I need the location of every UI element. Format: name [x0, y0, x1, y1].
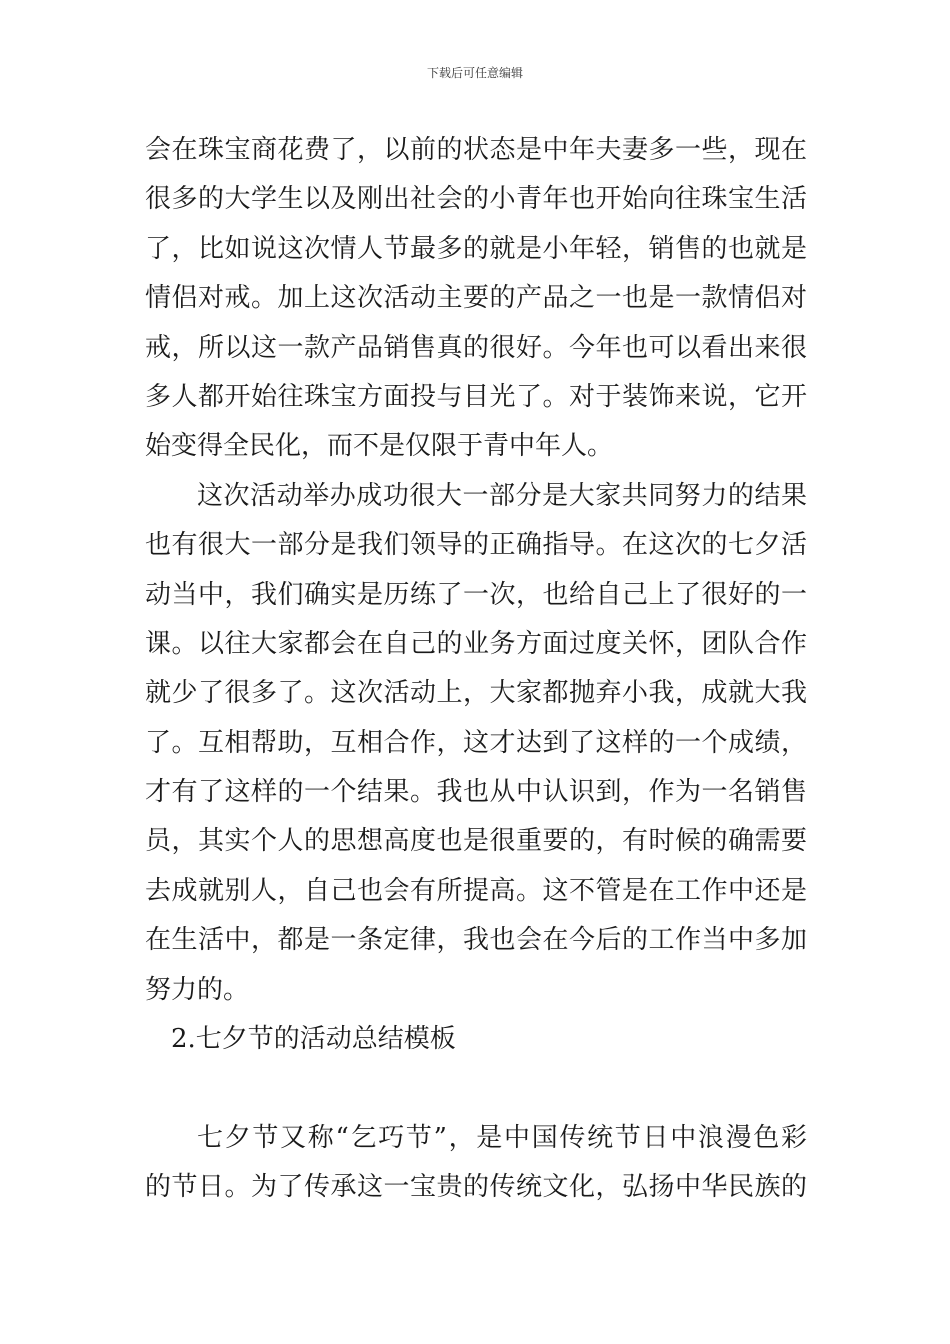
paragraph-2: [145, 472, 807, 1015]
text-line: 动当中，我们确实是历练了一次，也给自己上了很好的一: [145, 579, 807, 610]
text-line: 就少了很多了。这次活动上，大家都抛弃小我，成就大我: [145, 678, 807, 709]
paragraph-1: [145, 126, 807, 472]
text-line: 戒，所以这一款产品销售真的很好。今年也可以看出来很: [145, 332, 807, 363]
text-line: 这次活动举办成功很大一部分是大家共同努力的结果: [197, 480, 807, 511]
text-line: 也有很大一部分是我们领导的正确指导。在这次的七夕活: [145, 530, 807, 561]
text-line: 才有了这样的一个结果。我也从中认识到，作为一名销售: [145, 777, 807, 808]
text-line: 始变得全民化，而不是仅限于青中年人。: [145, 431, 614, 462]
text-line: 会在珠宝商花费了，以前的状态是中年夫妻多一些，现在: [145, 135, 807, 165]
page-header: 下载后可任意编辑: [426, 66, 523, 80]
text-line: 了。互相帮助，互相合作，这才达到了这样的一个成绩，: [145, 727, 807, 758]
text-line: 课。以往大家都会在自己的业务方面过度关怀，团队合作: [145, 628, 807, 659]
section-heading: 2.七夕节的活动总结模板: [171, 1024, 456, 1055]
blank-line: [145, 1064, 807, 1113]
text-line: 多人都开始往珠宝方面投与目光了。对于装饰来说，它开: [145, 381, 807, 412]
text-line: 七夕节又称“乞巧节”，是中国传统节日中浪漫色彩: [197, 1122, 807, 1153]
text-line: 在生活中，都是一条定律，我也会在今后的工作当中多加: [145, 925, 807, 956]
document-body: [145, 126, 807, 1213]
text-line: 了，比如说这次情人节最多的就是小年轻，销售的也就是: [145, 233, 807, 264]
text-line: 员，其实个人的思想高度也是很重要的，有时候的确需要: [145, 826, 807, 857]
text-line: 很多的大学生以及刚出社会的小青年也开始向往珠宝生活: [145, 184, 807, 215]
text-line: 去成就别人，自己也会有所提高。这不管是在工作中还是: [145, 875, 807, 906]
text-line: 努力的。: [145, 974, 250, 1005]
text-line: 情侣对戒。加上这次活动主要的产品之一也是一款情侣对: [145, 283, 807, 314]
text-line: 的节日。为了传承这一宝贵的传统文化，弘扬中华民族的: [145, 1172, 807, 1203]
paragraph-3: [145, 1114, 807, 1213]
